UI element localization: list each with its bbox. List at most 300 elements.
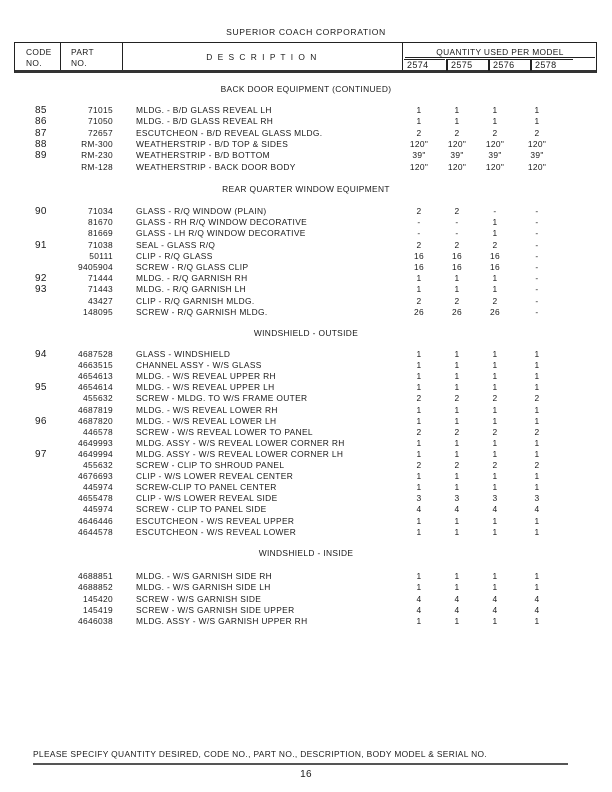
quantity-2576: 2 — [492, 393, 498, 404]
part-header-line: PART — [71, 47, 94, 57]
quantity-2575: 2 — [454, 239, 460, 250]
quantity-2576: 4 — [492, 504, 498, 515]
quantity-2574: 1 — [416, 616, 422, 627]
table-row — [0, 605, 612, 616]
quantity-2574: 1 — [416, 571, 422, 581]
quantity-2575: 120" — [447, 161, 467, 172]
quantity-2574: 120" — [409, 138, 429, 149]
quantity-2576: 2 — [492, 239, 498, 250]
code-number: 89 — [35, 150, 47, 162]
description: CLIP - W/S LOWER REVEAL CENTER — [136, 471, 294, 482]
quantity-2575: - — [455, 217, 459, 228]
column-divider — [402, 43, 403, 70]
quantity-2576: 4 — [492, 604, 498, 615]
quantity-2578: 120" — [527, 161, 547, 172]
table-header — [14, 42, 597, 73]
description: SCREW - R/Q GARNISH MLDG. — [136, 306, 268, 317]
quantity-2576: 1 — [492, 448, 498, 459]
part-number: 4646038 — [77, 616, 113, 627]
quantity-2574: 1 — [416, 349, 422, 359]
quantity-2578: 1 — [534, 482, 540, 493]
part-number: 4646446 — [77, 515, 113, 526]
part-number: 4663515 — [77, 360, 113, 371]
quantity-2576: 1 — [492, 273, 498, 284]
quantity-2578: - — [535, 295, 539, 306]
table-row — [0, 493, 612, 504]
quantity-2576: 1 — [492, 371, 498, 382]
code-number: 87 — [35, 127, 47, 139]
quantity-2574: 120" — [409, 161, 429, 172]
part-number: 43427 — [87, 295, 113, 306]
table-row — [0, 206, 612, 217]
table-row — [0, 516, 612, 527]
description: MLDG. - W/S GARNISH SIDE LH — [136, 582, 271, 593]
quantity-2575: 2 — [454, 127, 460, 138]
section-title: WINDSHIELD - OUTSIDE — [253, 328, 359, 338]
description: ESCUTCHEON - W/S REVEAL UPPER — [136, 515, 295, 526]
part-number: 71034 — [87, 206, 113, 216]
quantity-2574: 1 — [416, 273, 422, 284]
quantity-2574: 1 — [416, 582, 422, 593]
part-number: 446578 — [82, 426, 113, 437]
table-row — [0, 527, 612, 538]
quantity-2578: - — [535, 206, 539, 216]
quantity-2574: 16 — [413, 262, 424, 272]
quantity-2576: 1 — [492, 515, 498, 526]
quantity-2574: 16 — [413, 250, 424, 261]
quantity-2576: 120" — [485, 161, 505, 172]
quantity-2574: 1 — [416, 415, 422, 426]
quantity-2578: 4 — [534, 604, 540, 615]
quantity-2576: 2 — [492, 426, 498, 437]
table-row — [0, 471, 612, 482]
quantity-2578: 1 — [534, 404, 540, 415]
quantity-2575: 1 — [454, 371, 460, 382]
code-header-line: CODE — [26, 47, 52, 57]
quantity-2575: 4 — [454, 593, 460, 604]
quantity-2576: - — [493, 206, 497, 216]
quantity-2578: 1 — [534, 371, 540, 382]
description: WEATHERSTRIP - BACK DOOR BODY — [136, 161, 296, 172]
quantity-2578: 1 — [534, 349, 540, 359]
quantity-2574: 2 — [416, 206, 422, 216]
table-row — [0, 427, 612, 438]
quantity-2578: 1 — [534, 382, 540, 393]
quantity-2576: 1 — [492, 526, 498, 537]
quantity-2576: 1 — [492, 349, 498, 359]
quantity-2576: 39" — [488, 150, 502, 161]
quantity-2575: 2 — [454, 393, 460, 404]
part-number: 9405904 — [77, 262, 113, 272]
code-number: 97 — [35, 448, 47, 460]
description: WEATHERSTRIP - B/D BOTTOM — [136, 150, 270, 161]
code-number: 94 — [35, 349, 47, 360]
quantity-2576: 1 — [492, 582, 498, 593]
description: MLDG. ASSY - W/S REVEAL LOWER CORNER LH — [136, 448, 344, 459]
quantity-2578: - — [535, 228, 539, 239]
quantity-2575: 1 — [454, 415, 460, 426]
table-row — [0, 360, 612, 371]
description: MLDG. - B/D GLASS REVEAL LH — [136, 105, 272, 115]
quantity-2576: 2 — [492, 460, 498, 470]
description: CLIP - R/Q GLASS — [136, 250, 213, 261]
code-header — [26, 47, 52, 69]
part-number: 4687819 — [77, 404, 113, 415]
quantity-2578: 1 — [534, 471, 540, 482]
part-number: 455632 — [82, 460, 113, 470]
quantity-2574: 1 — [416, 482, 422, 493]
part-number: 445974 — [82, 504, 113, 515]
table-row — [0, 284, 612, 295]
table-row — [0, 116, 612, 127]
table-row — [0, 105, 612, 116]
description: SCREW - W/S REVEAL LOWER TO PANEL — [136, 426, 313, 437]
quantity-2576: 120" — [485, 138, 505, 149]
description: MLDG. - R/Q GARNISH RH — [136, 273, 248, 284]
quantity-2578: 1 — [534, 616, 540, 627]
quantity-2575: 1 — [454, 382, 460, 393]
description: SCREW - MLDG. TO W/S FRAME OUTER — [136, 393, 308, 404]
description: WEATHERSTRIP - B/D TOP & SIDES — [136, 138, 289, 149]
quantity-2578: 2 — [534, 426, 540, 437]
quantity-2578: 120" — [527, 138, 547, 149]
quantity-2575: 1 — [454, 448, 460, 459]
part-number: 4649993 — [77, 437, 113, 448]
quantity-2574: 26 — [413, 306, 424, 317]
description: SCREW - CLIP TO PANEL SIDE — [136, 504, 267, 515]
table-row — [0, 228, 612, 239]
quantity-2576: 1 — [492, 415, 498, 426]
quantity-2578: - — [535, 262, 539, 272]
description: GLASS - WINDSHIELD — [136, 349, 231, 359]
quantity-2576: 1 — [492, 616, 498, 627]
table-row — [0, 150, 612, 161]
model-2574: 2574 — [404, 59, 445, 71]
code-number: 90 — [35, 206, 47, 217]
code-number: 96 — [35, 415, 47, 427]
quantity-2574: 4 — [416, 593, 422, 604]
part-number: 4688851 — [77, 571, 113, 581]
description: MLDG. - W/S REVEAL LOWER LH — [136, 415, 277, 426]
quantity-2576: 1 — [492, 228, 498, 239]
part-number: 4644578 — [77, 526, 113, 537]
column-divider — [60, 43, 61, 70]
part-number: 4676693 — [77, 471, 113, 482]
quantity-2574: 1 — [416, 116, 422, 127]
description: MLDG. ASSY - W/S REVEAL LOWER CORNER RH — [136, 437, 345, 448]
quantity-2575: 1 — [454, 116, 460, 127]
part-number: 145420 — [82, 593, 113, 604]
table-row — [0, 594, 612, 605]
part-number: 455632 — [82, 393, 113, 404]
quantity-2574: 1 — [416, 448, 422, 459]
quantity-2576: 1 — [492, 217, 498, 228]
part-number: 81670 — [87, 217, 113, 228]
quantity-2578: 1 — [534, 360, 540, 371]
code-number: 92 — [35, 273, 47, 285]
table-row — [0, 405, 612, 416]
table-row — [0, 449, 612, 460]
quantity-2576: 16 — [489, 262, 500, 272]
part-number: 4655478 — [77, 493, 113, 504]
quantity-2574: 1 — [416, 382, 422, 393]
table-row — [0, 349, 612, 360]
description: SCREW - R/Q GLASS CLIP — [136, 262, 249, 272]
description: SCREW - CLIP TO SHROUD PANEL — [136, 460, 285, 470]
quantity-2578: 2 — [534, 393, 540, 404]
quantity-2575: 1 — [454, 349, 460, 359]
quantity-2574: 3 — [416, 493, 422, 504]
part-number: RM-128 — [81, 161, 113, 172]
quantity-2574: 1 — [416, 360, 422, 371]
quantity-2576: 4 — [492, 593, 498, 604]
quantity-2575: 1 — [454, 404, 460, 415]
quantity-2574: 2 — [416, 239, 422, 250]
part-number: 71444 — [87, 273, 113, 284]
quantity-2574: 1 — [416, 526, 422, 537]
part-number: 71038 — [87, 239, 113, 250]
table-row — [0, 571, 612, 582]
page-number: 16 — [300, 769, 312, 780]
description: MLDG. - W/S REVEAL UPPER LH — [136, 382, 275, 393]
model-2575: 2575 — [446, 59, 489, 71]
description: MLDG. ASSY - W/S GARNISH UPPER RH — [136, 616, 308, 627]
model-2578: 2578 — [530, 59, 573, 71]
table-row — [0, 482, 612, 493]
quantity-2578: 39" — [530, 150, 544, 161]
description: SCREW - W/S GARNISH SIDE — [136, 593, 262, 604]
part-number: 71015 — [87, 105, 113, 115]
table-row — [0, 307, 612, 318]
quantity-2578: 1 — [534, 571, 540, 581]
section-title: WINDSHIELD - INSIDE — [258, 548, 354, 558]
quantity-2575: 1 — [454, 571, 460, 581]
table-row — [0, 262, 612, 273]
part-number: 71050 — [87, 116, 113, 127]
description: SCREW-CLIP TO PANEL CENTER — [136, 482, 277, 493]
section-title: REAR QUARTER WINDOW EQUIPMENT — [222, 184, 390, 194]
quantity-2575: 26 — [451, 306, 462, 317]
description: CLIP - R/Q GARNISH MLDG. — [136, 295, 255, 306]
part-header — [71, 47, 94, 69]
quantity-2575: 16 — [451, 250, 462, 261]
quantity-2578: 1 — [534, 437, 540, 448]
part-number: 148095 — [82, 306, 113, 317]
quantity-2574: 1 — [416, 437, 422, 448]
code-header-line: NO. — [26, 58, 42, 68]
table-row — [0, 217, 612, 228]
table-row — [0, 128, 612, 139]
part-number: 50111 — [89, 250, 113, 261]
quantity-2578: - — [535, 284, 539, 295]
quantity-2576: 1 — [492, 116, 498, 127]
quantity-2574: 2 — [416, 127, 422, 138]
quantity-2576: 1 — [492, 437, 498, 448]
table-row — [0, 460, 612, 471]
description: ESCUTCHEON - W/S REVEAL LOWER — [136, 526, 297, 537]
part-number: 4687528 — [77, 349, 113, 359]
quantity-2576: 26 — [489, 306, 500, 317]
table-row — [0, 582, 612, 593]
quantity-2574: 2 — [416, 426, 422, 437]
quantity-2574: 2 — [416, 460, 422, 470]
quantity-2578: 1 — [534, 582, 540, 593]
quantity-2578: 4 — [534, 504, 540, 515]
quantity-2575: 16 — [451, 262, 462, 272]
quantity-2575: 1 — [454, 273, 460, 284]
description: GLASS - LH R/Q WINDOW DECORATIVE — [136, 228, 306, 239]
quantity-2576: 1 — [492, 382, 498, 393]
table-row — [0, 139, 612, 150]
quantity-2575: 2 — [454, 460, 460, 470]
quantity-2575: 2 — [454, 426, 460, 437]
quantity-2578: - — [535, 306, 539, 317]
quantity-2574: 39" — [412, 150, 426, 161]
quantity-2575: 3 — [454, 493, 460, 504]
table-row — [0, 504, 612, 515]
table-row — [0, 296, 612, 307]
table-row — [0, 240, 612, 251]
quantity-2578: 2 — [534, 127, 540, 138]
quantity-2575: 1 — [454, 105, 460, 115]
description: MLDG. - R/Q GARNISH LH — [136, 284, 247, 295]
quantity-2578: 1 — [534, 448, 540, 459]
quantity-2575: 1 — [454, 437, 460, 448]
quantity-2575: 1 — [454, 471, 460, 482]
description: SEAL - GLASS R/Q — [136, 239, 216, 250]
part-number: 72657 — [87, 127, 113, 138]
part-number: 4649994 — [77, 448, 113, 459]
part-number: 145419 — [82, 604, 113, 615]
quantity-2576: 3 — [492, 493, 498, 504]
description: CHANNEL ASSY - W/S GLASS — [136, 360, 262, 371]
table-row — [0, 416, 612, 427]
quantity-2574: 1 — [416, 471, 422, 482]
quantity-2575: 1 — [454, 284, 460, 295]
code-number: 85 — [35, 105, 47, 116]
code-number: 91 — [35, 239, 47, 251]
quantity-2574: 1 — [416, 371, 422, 382]
description: CLIP - W/S LOWER REVEAL SIDE — [136, 493, 278, 504]
quantity-2575: 4 — [454, 604, 460, 615]
quantity-2578: 1 — [534, 515, 540, 526]
quantity-2578: - — [535, 250, 539, 261]
quantity-2574: - — [417, 228, 421, 239]
part-header-line: NO. — [71, 58, 87, 68]
quantity-2576: 1 — [492, 404, 498, 415]
part-number: 4688852 — [77, 582, 113, 593]
quantity-2574: - — [417, 217, 421, 228]
description: ESCUTCHEON - B/D REVEAL GLASS MLDG. — [136, 127, 323, 138]
quantity-2574: 4 — [416, 504, 422, 515]
footer-rule — [33, 763, 568, 765]
quantity-2575: 1 — [454, 360, 460, 371]
description: MLDG. - W/S REVEAL UPPER RH — [136, 371, 276, 382]
quantity-2575: 4 — [454, 504, 460, 515]
quantity-2575: 39" — [450, 150, 464, 161]
quantity-2575: 2 — [454, 295, 460, 306]
table-row — [0, 251, 612, 262]
table-row — [0, 393, 612, 404]
quantity-2576: 1 — [492, 571, 498, 581]
model-2576: 2576 — [488, 59, 531, 71]
quantity-2576: 1 — [492, 482, 498, 493]
description: SCREW - W/S GARNISH SIDE UPPER — [136, 604, 295, 615]
quantity-2574: 1 — [416, 404, 422, 415]
part-number: 71443 — [87, 284, 113, 295]
quantity-2578: - — [535, 273, 539, 284]
quantity-2578: - — [535, 217, 539, 228]
quantity-2574: 1 — [416, 105, 422, 115]
code-number: 86 — [35, 116, 47, 128]
quantity-header: QUANTITY USED PER MODEL — [405, 47, 595, 58]
quantity-2576: 16 — [489, 250, 500, 261]
description: MLDG. - B/D GLASS REVEAL RH — [136, 116, 274, 127]
quantity-2576: 1 — [492, 360, 498, 371]
part-number: 4654613 — [77, 371, 113, 382]
quantity-2578: 1 — [534, 116, 540, 127]
quantity-2575: 1 — [454, 582, 460, 593]
quantity-2578: - — [535, 239, 539, 250]
quantity-2578: 1 — [534, 105, 540, 115]
quantity-2576: 1 — [492, 471, 498, 482]
part-number: 445974 — [82, 482, 113, 493]
quantity-2576: 1 — [492, 284, 498, 295]
description: GLASS - R/Q WINDOW (PLAIN) — [136, 206, 267, 216]
quantity-2578: 1 — [534, 526, 540, 537]
section-title: BACK DOOR EQUIPMENT (CONTINUED) — [220, 84, 392, 94]
quantity-2578: 4 — [534, 593, 540, 604]
table-row — [0, 616, 612, 627]
part-number: 4687820 — [77, 415, 113, 426]
part-number: 81669 — [87, 228, 113, 239]
description: MLDG. - W/S GARNISH SIDE RH — [136, 571, 273, 581]
table-row — [0, 273, 612, 284]
quantity-2578: 1 — [534, 415, 540, 426]
quantity-2578: 3 — [534, 493, 540, 504]
code-number: 88 — [35, 138, 47, 150]
table-row — [0, 382, 612, 393]
company-name: SUPERIOR COACH CORPORATION — [226, 27, 386, 37]
part-number: RM-300 — [81, 138, 113, 149]
code-number: 95 — [35, 382, 47, 394]
quantity-2578: 2 — [534, 460, 540, 470]
quantity-2575: 1 — [454, 515, 460, 526]
quantity-2575: 2 — [454, 206, 460, 216]
description: MLDG. - W/S REVEAL LOWER RH — [136, 404, 278, 415]
quantity-2574: 1 — [416, 284, 422, 295]
description-header: D E S C R I P T I O N — [206, 52, 318, 62]
quantity-2574: 2 — [416, 393, 422, 404]
part-number: 4654614 — [77, 382, 113, 393]
quantity-2576: 2 — [492, 127, 498, 138]
quantity-2575: 1 — [454, 616, 460, 627]
code-number: 93 — [35, 284, 47, 296]
quantity-2575: 1 — [454, 526, 460, 537]
quantity-2574: 2 — [416, 295, 422, 306]
quantity-2575: 1 — [454, 482, 460, 493]
quantity-2575: 120" — [447, 138, 467, 149]
quantity-2574: 4 — [416, 604, 422, 615]
quantity-2575: - — [455, 228, 459, 239]
quantity-2576: 2 — [492, 295, 498, 306]
table-row — [0, 371, 612, 382]
table-row — [0, 162, 612, 173]
quantity-2576: 1 — [492, 105, 498, 115]
part-number: RM-230 — [81, 150, 113, 161]
table-row — [0, 438, 612, 449]
quantity-2574: 1 — [416, 515, 422, 526]
